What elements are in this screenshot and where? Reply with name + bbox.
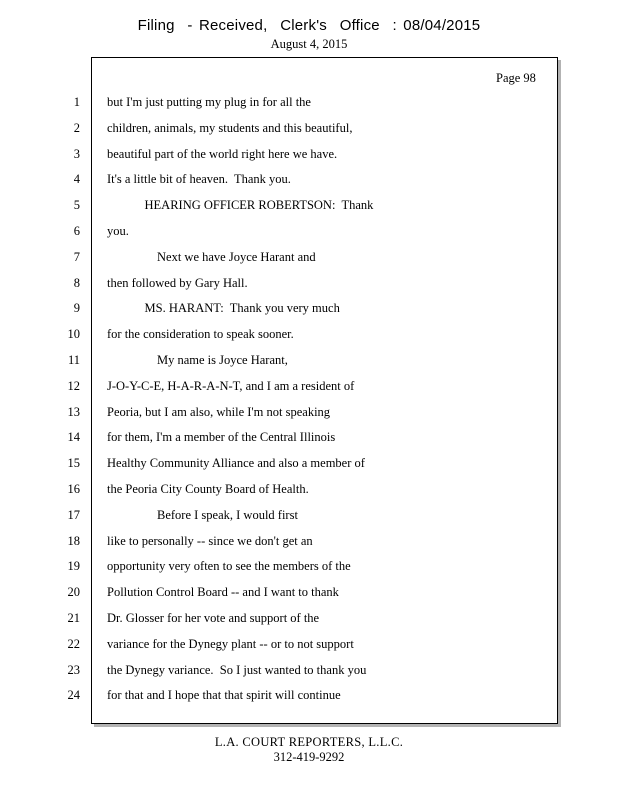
line-text: then followed by Gary Hall. [107,275,248,290]
line-text: you. [107,224,129,238]
line-number: 8 [73,275,80,290]
line-number: 7 [73,249,80,264]
line-text: Before I speak, I would first [107,507,298,522]
line-number: 3 [73,146,80,161]
line-text: beautiful part of the world right here we have. [107,146,338,161]
footer-phone: 312-419-9292 [273,750,345,764]
line-number: 11 [67,353,80,367]
line-text: but I'm just putting my plug in for all the [107,95,311,109]
line-text: the Dynegy variance. So I just wanted to thank you [107,662,367,677]
line-number: 12 [67,378,80,393]
line-number: 24 [67,688,80,703]
line-text: for the consideration to speak sooner. [107,327,294,342]
line-text: HEARING OFFICER ROBERTSON: Thank [107,198,374,213]
line-number: 22 [67,636,80,651]
line-number: 20 [67,585,80,600]
line-number: 13 [67,404,80,419]
line-number: 9 [73,301,80,316]
header-date: August 4, 2015 [270,37,348,51]
line-text: Next we have Joyce Harant and [107,249,316,264]
line-number: 18 [67,533,80,548]
line-number: 21 [67,611,80,625]
line-number: 19 [67,559,80,574]
line-text: It's a little bit of heaven. Thank you. [107,172,291,187]
line-number: 10 [67,327,80,342]
line-number: 15 [67,456,80,471]
line-text: Pollution Control Board -- and I want to thank [107,585,339,600]
line-text: children, animals, my students and this beautiful, [107,120,353,135]
line-text: Healthy Community Alliance and also a member of [107,456,365,471]
line-text: variance for the Dynegy plant -- or to not support [107,636,354,651]
line-number: 14 [67,430,80,445]
page-number: Page 98 [496,71,536,85]
line-number: 4 [73,172,80,187]
line-text: opportunity very often to see the members of the [107,559,351,574]
line-text: J-O-Y-C-E, H-A-R-A-N-T, and I am a resident of [107,378,355,393]
line-text: for them, I'm a member of the Central Illinois [107,430,336,445]
line-number: 16 [67,482,80,496]
line-number: 6 [73,224,80,238]
line-text: MS. HARANT: Thank you very much [107,301,340,316]
line-text: the Peoria City County Board of Health. [107,482,309,496]
footer-company: L.A. COURT REPORTERS, L.L.C. [214,735,404,749]
line-number: 17 [67,507,80,522]
line-number: 5 [73,198,80,213]
line-number: 1 [73,95,80,109]
line-text: My name is Joyce Harant, [107,353,288,367]
line-text: Dr. Glosser for her vote and support of the [107,611,320,625]
line-text: Peoria, but I am also, while I'm not speaking [107,404,331,419]
line-text: for that and I hope that that spirit will continue [107,688,341,703]
filing-stamp: Filing - Received, Clerk's Office : 08/04/2015 [137,17,481,34]
line-text: like to personally -- since we don't get an [107,533,313,548]
line-number: 23 [67,662,80,677]
line-number: 2 [73,120,80,135]
